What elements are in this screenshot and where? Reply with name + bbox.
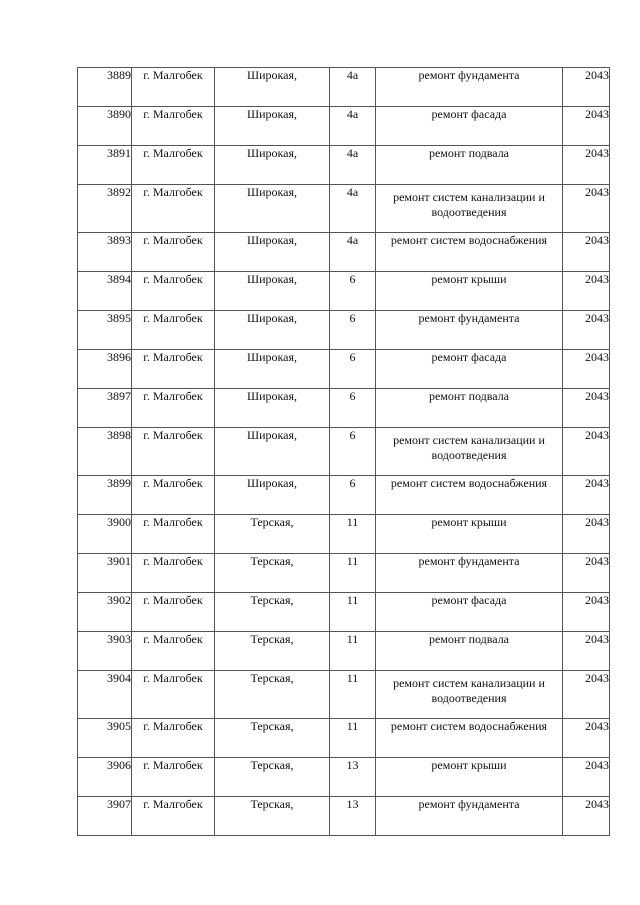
street-cell: Широкая,	[215, 350, 330, 389]
year-cell: 2043	[563, 311, 610, 350]
table-row	[78, 554, 610, 593]
house-number-cell: 4а	[330, 146, 376, 185]
street-cell: Терская,	[215, 758, 330, 797]
work-type-cell: ремонт подвала	[376, 389, 563, 428]
table-row	[78, 719, 610, 758]
work-type-cell: ремонт систем водоснабжения	[376, 476, 563, 515]
house-number-cell: 4а	[330, 107, 376, 146]
street-cell: Широкая,	[215, 428, 330, 476]
table-row	[78, 797, 610, 836]
work-type-cell: ремонт систем канализации и водоотведения	[376, 185, 563, 233]
street-cell: Терская,	[215, 515, 330, 554]
year-cell: 2043	[563, 515, 610, 554]
row-number: 3907	[78, 797, 132, 836]
city-cell: г. Малгобек	[132, 272, 215, 311]
work-type-cell: ремонт подвала	[376, 632, 563, 671]
street-cell: Широкая,	[215, 476, 330, 515]
year-cell: 2043	[563, 758, 610, 797]
house-number-cell: 11	[330, 719, 376, 758]
row-number: 3896	[78, 350, 132, 389]
work-type-cell: ремонт систем канализации и водоотведения	[376, 671, 563, 719]
work-type-cell: ремонт систем водоснабжения	[376, 719, 563, 758]
street-cell: Широкая,	[215, 107, 330, 146]
row-number: 3901	[78, 554, 132, 593]
row-number: 3905	[78, 719, 132, 758]
street-cell: Широкая,	[215, 311, 330, 350]
work-type-cell: ремонт крыши	[376, 272, 563, 311]
city-cell: г. Малгобек	[132, 185, 215, 233]
city-cell: г. Малгобек	[132, 671, 215, 719]
city-cell: г. Малгобек	[132, 233, 215, 272]
year-cell: 2043	[563, 554, 610, 593]
row-number: 3902	[78, 593, 132, 632]
work-type-cell: ремонт крыши	[376, 515, 563, 554]
work-type-cell: ремонт крыши	[376, 758, 563, 797]
street-cell: Терская,	[215, 554, 330, 593]
work-type-cell: ремонт систем канализации и водоотведения	[376, 428, 563, 476]
table-row	[78, 476, 610, 515]
work-type-cell: ремонт фасада	[376, 593, 563, 632]
street-cell: Широкая,	[215, 146, 330, 185]
city-cell: г. Малгобек	[132, 719, 215, 758]
street-cell: Широкая,	[215, 389, 330, 428]
year-cell: 2043	[563, 185, 610, 233]
table-row	[78, 311, 610, 350]
year-cell: 2043	[563, 389, 610, 428]
city-cell: г. Малгобек	[132, 515, 215, 554]
year-cell: 2043	[563, 476, 610, 515]
street-cell: Широкая,	[215, 185, 330, 233]
table-row	[78, 632, 610, 671]
house-number-cell: 11	[330, 632, 376, 671]
year-cell: 2043	[563, 272, 610, 311]
city-cell: г. Малгобек	[132, 554, 215, 593]
house-number-cell: 6	[330, 389, 376, 428]
city-cell: г. Малгобек	[132, 593, 215, 632]
year-cell: 2043	[563, 671, 610, 719]
work-type-cell: ремонт подвала	[376, 146, 563, 185]
house-number-cell: 6	[330, 428, 376, 476]
work-type-cell: ремонт фасада	[376, 350, 563, 389]
work-type-cell: ремонт фундамента	[376, 311, 563, 350]
row-number: 3897	[78, 389, 132, 428]
row-number: 3894	[78, 272, 132, 311]
year-cell: 2043	[563, 233, 610, 272]
city-cell: г. Малгобек	[132, 758, 215, 797]
year-cell: 2043	[563, 797, 610, 836]
table-row	[78, 758, 610, 797]
city-cell: г. Малгобек	[132, 389, 215, 428]
house-number-cell: 6	[330, 350, 376, 389]
year-cell: 2043	[563, 593, 610, 632]
table-row	[78, 593, 610, 632]
table-row	[78, 233, 610, 272]
work-type-cell: ремонт фундамента	[376, 554, 563, 593]
city-cell: г. Малгобек	[132, 146, 215, 185]
table-row	[78, 350, 610, 389]
work-type-cell: ремонт систем водоснабжения	[376, 233, 563, 272]
table-row	[78, 146, 610, 185]
repair-schedule-table	[77, 67, 610, 836]
street-cell: Терская,	[215, 719, 330, 758]
year-cell: 2043	[563, 428, 610, 476]
work-type-cell: ремонт фундамента	[376, 68, 563, 107]
house-number-cell: 11	[330, 554, 376, 593]
row-number: 3904	[78, 671, 132, 719]
city-cell: г. Малгобек	[132, 797, 215, 836]
table-body	[78, 68, 610, 836]
year-cell: 2043	[563, 146, 610, 185]
table-row	[78, 671, 610, 719]
city-cell: г. Малгобек	[132, 428, 215, 476]
year-cell: 2043	[563, 107, 610, 146]
year-cell: 2043	[563, 632, 610, 671]
house-number-cell: 4а	[330, 68, 376, 107]
street-cell: Терская,	[215, 632, 330, 671]
work-type-cell: ремонт фундамента	[376, 797, 563, 836]
row-number: 3889	[78, 68, 132, 107]
house-number-cell: 13	[330, 797, 376, 836]
table-row	[78, 68, 610, 107]
year-cell: 2043	[563, 350, 610, 389]
row-number: 3895	[78, 311, 132, 350]
row-number: 3890	[78, 107, 132, 146]
city-cell: г. Малгобек	[132, 632, 215, 671]
row-number: 3891	[78, 146, 132, 185]
house-number-cell: 6	[330, 311, 376, 350]
work-type-cell: ремонт фасада	[376, 107, 563, 146]
street-cell: Терская,	[215, 797, 330, 836]
year-cell: 2043	[563, 719, 610, 758]
street-cell: Широкая,	[215, 272, 330, 311]
city-cell: г. Малгобек	[132, 68, 215, 107]
house-number-cell: 11	[330, 593, 376, 632]
house-number-cell: 11	[330, 671, 376, 719]
year-cell: 2043	[563, 68, 610, 107]
house-number-cell: 4а	[330, 185, 376, 233]
house-number-cell: 11	[330, 515, 376, 554]
street-cell: Широкая,	[215, 233, 330, 272]
city-cell: г. Малгобек	[132, 107, 215, 146]
row-number: 3892	[78, 185, 132, 233]
table-row	[78, 185, 610, 233]
row-number: 3903	[78, 632, 132, 671]
city-cell: г. Малгобек	[132, 311, 215, 350]
table-row	[78, 389, 610, 428]
house-number-cell: 6	[330, 272, 376, 311]
house-number-cell: 6	[330, 476, 376, 515]
street-cell: Терская,	[215, 671, 330, 719]
row-number: 3898	[78, 428, 132, 476]
street-cell: Широкая,	[215, 68, 330, 107]
row-number: 3900	[78, 515, 132, 554]
street-cell: Терская,	[215, 593, 330, 632]
city-cell: г. Малгобек	[132, 476, 215, 515]
house-number-cell: 13	[330, 758, 376, 797]
table-row	[78, 272, 610, 311]
city-cell: г. Малгобек	[132, 350, 215, 389]
house-number-cell: 4а	[330, 233, 376, 272]
row-number: 3906	[78, 758, 132, 797]
row-number: 3899	[78, 476, 132, 515]
table-row	[78, 515, 610, 554]
table-row	[78, 107, 610, 146]
row-number: 3893	[78, 233, 132, 272]
table-row	[78, 428, 610, 476]
